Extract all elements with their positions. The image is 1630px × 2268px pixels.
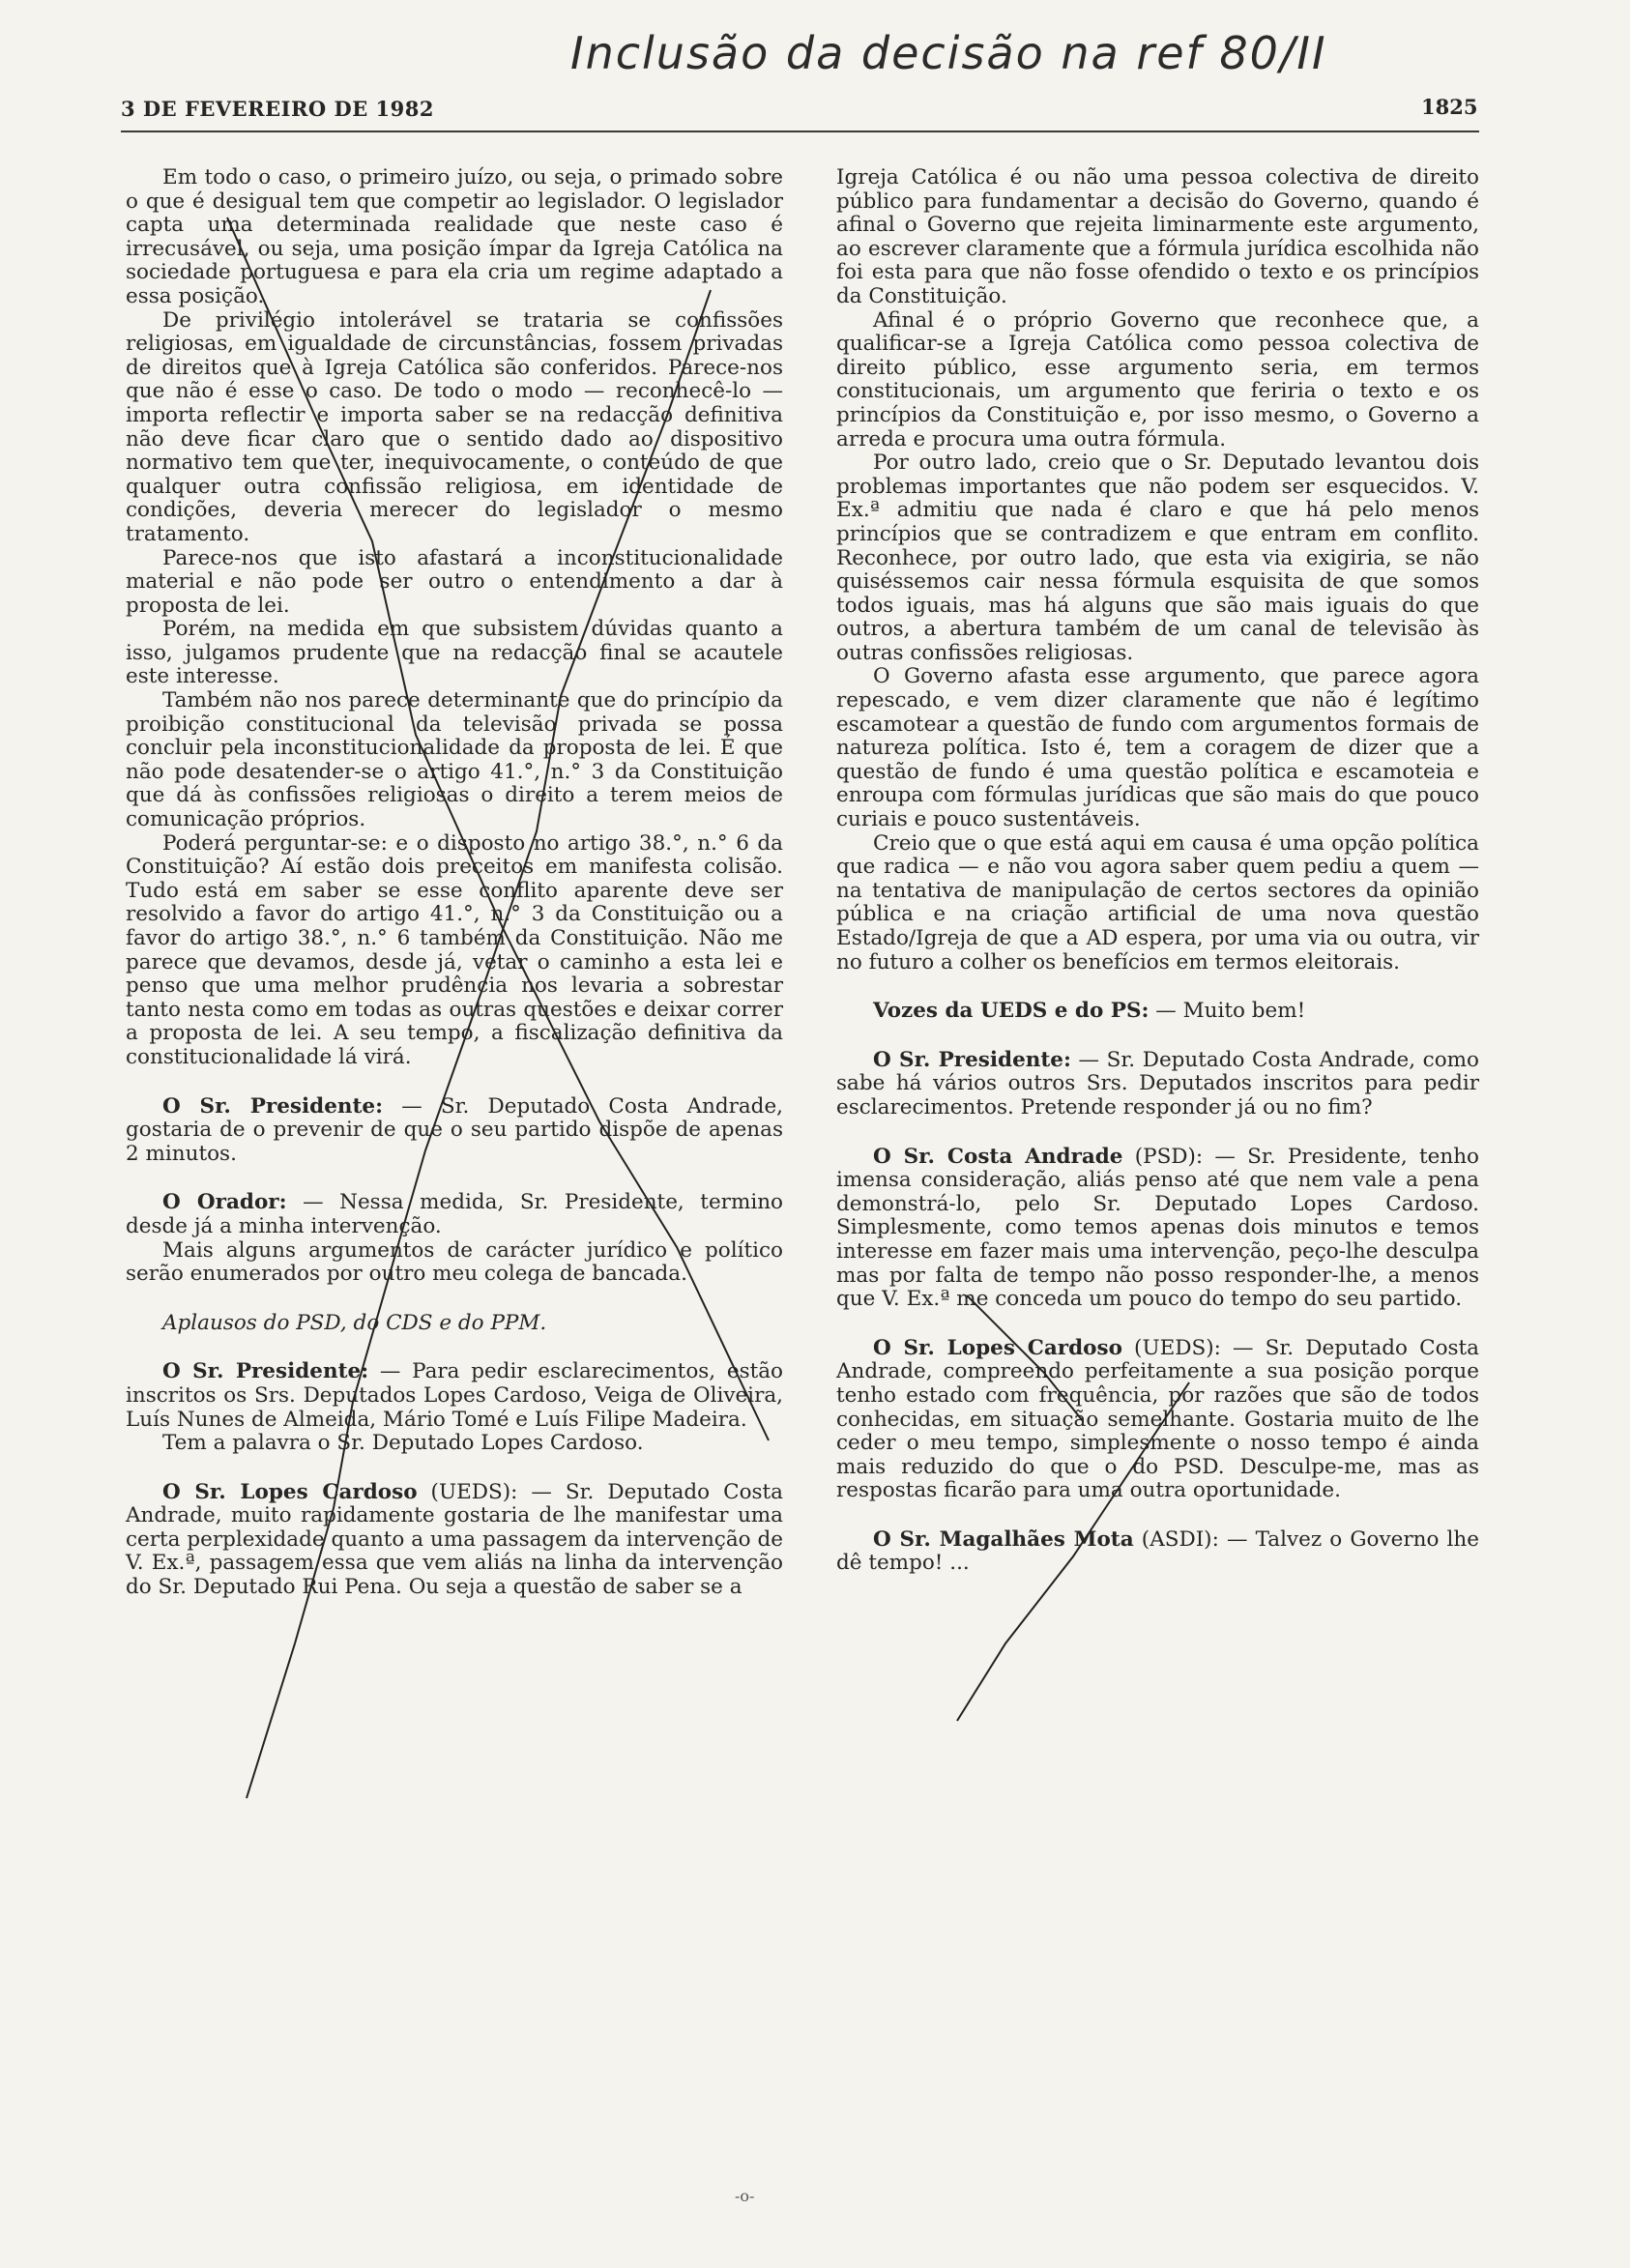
paragraph-text: — Sr. Deputado Costa Andrade, como sabe há vários outros Srs. Deputados inscritos para pedir esclarecimentos. Pretende responder já ou no fim? bbox=[836, 1047, 1479, 1119]
paragraph bbox=[126, 832, 783, 1070]
paragraph-text: — Nessa medida, Sr. Presidente, termino desde já a minha intervenção. bbox=[126, 1190, 783, 1238]
speaker-name: O Sr. Magalhães Mota bbox=[873, 1527, 1134, 1552]
speaker-name: O Sr. Presidente: bbox=[162, 1093, 384, 1119]
paragraph bbox=[126, 1312, 783, 1336]
paragraph-text: (PSD): — Sr. Presidente, tenho imensa consideração, aliás penso até que nem vale a pena demonstrá-lo, pelo Sr. Deputado Lopes Cardoso. Simplesmente, como temos apenas dois minutos e temos interesse em fazer mais uma intervenção, peço-lhe desculpa mas por falta de tempo não posso responder-lhe, a menos que V. Ex.ª me conceda um pouco do tempo do seu partido. bbox=[836, 1144, 1479, 1312]
paragraph bbox=[836, 1528, 1479, 1576]
paragraph bbox=[836, 309, 1479, 452]
speaker-name: O Sr. Presidente: bbox=[873, 1047, 1071, 1072]
header-rule bbox=[121, 131, 1479, 132]
page-date: 3 DE FEVEREIRO DE 1982 bbox=[121, 97, 434, 121]
paragraph bbox=[126, 166, 783, 309]
paragraph bbox=[126, 1191, 783, 1238]
paragraph-text: Em todo o caso, o primeiro juízo, ou seja, o primado sobre o que é desigual tem que competir ao legislador. O legislador capta uma determinada realidade que neste caso é irrecusável, ou seja, uma posição ímpar da Igreja Católica na sociedade portuguesa e para ela cria um regime adaptado a essa posição. bbox=[126, 165, 783, 308]
paragraph bbox=[836, 451, 1479, 665]
paragraph bbox=[126, 547, 783, 619]
footer-mark: -o- bbox=[735, 2187, 755, 2205]
paragraph bbox=[126, 1481, 783, 1600]
paragraph-text: — Sr. Deputado Costa Andrade, gostaria de o prevenir de que o seu partido dispõe de apenas 2 minutos. bbox=[126, 1093, 784, 1166]
paragraph-text: Porém, na medida em que subsistem dúvidas quanto a isso, julgamos prudente que na redacção final se acautele este interesse. bbox=[126, 617, 783, 689]
paragraph bbox=[126, 1095, 783, 1167]
speaker-name: O Sr. Lopes Cardoso bbox=[162, 1479, 418, 1504]
paragraph bbox=[836, 1000, 1479, 1024]
paragraph bbox=[126, 618, 783, 689]
paragraph-text: Parece-nos que isto afastará a inconstitucionalidade material e não pode ser outro o entendimento a dar à proposta de lei. bbox=[126, 545, 783, 618]
paragraph-text: (ASDI): — Talvez o Governo lhe dê tempo! ... bbox=[836, 1527, 1479, 1576]
speaker-name: O Sr. Lopes Cardoso bbox=[873, 1335, 1122, 1360]
paragraph-text: Afinal é o próprio Governo que reconhece que, a qualificar-se a Igreja Católica como pessoa colectiva de direito público, esse argumento seria, em termos constitucionais, um argumento que feriria o texto e os princípios da Constituição e, por isso mesmo, o Governo a arreda e procura uma outra fórmula. bbox=[836, 307, 1479, 451]
speaker-name: Vozes da UEDS e do PS: bbox=[873, 999, 1150, 1024]
paragraph-text: O Governo afasta esse argumento, que parece agora repescado, e vem dizer claramente que não é legítimo escamotear a questão de fundo com argumentos formais de natureza política. Isto é, tem a coragem de dizer que a questão de fundo é uma questão política e escamoteia e enroupa com fórmulas jurídicas que são mais do que pouco curiais e pouco sustentáveis. bbox=[836, 664, 1479, 832]
paragraph bbox=[836, 665, 1479, 831]
paragraph-text: Mais alguns argumentos de carácter jurídico e político serão enumerados por outro meu colega de bancada. bbox=[126, 1237, 783, 1287]
paragraph bbox=[836, 832, 1479, 975]
paragraph bbox=[126, 1432, 783, 1456]
paragraph bbox=[126, 1239, 783, 1287]
paragraph bbox=[836, 1049, 1479, 1120]
speaker-name: O Orador: bbox=[162, 1190, 287, 1215]
paragraph-text: — Muito bem! bbox=[1149, 999, 1306, 1024]
paragraph bbox=[126, 689, 783, 832]
paragraph-text: Poderá perguntar-se: e o disposto no artigo 38.°, n.° 6 da Constituição? Aí estão dois preceitos em manifesta colisão. Tudo está em saber se esse conflito aparente deve ser resolvido a favor do artigo 41.°, n.° 3 da Constituição ou a favor do artigo 38.°, n.° 6 também da Constituição. Não me parece que devamos, desde já, vetar o caminho a esta lei e penso que uma melhor prudência nos levaria a sobrestar tanto nesta como em todas as outras questões e deixar correr a proposta de lei. A seu tempo, a fiscalização definitiva da constitucionalidade lá virá. bbox=[126, 830, 783, 1069]
speaker-name: O Sr. Costa Andrade bbox=[873, 1144, 1123, 1169]
paragraph bbox=[836, 1337, 1479, 1503]
paragraph-text: Também não nos parece determinante que do princípio da proibição constitucional da televisão privada se possa concluir pela inconstitucionalidade da proposta de lei. É que não pode desatender-se o artigo 41.°, n.° 3 da Constituição que dá às confissões religiosas o direito a terem meios de comunicação próprios. bbox=[126, 688, 783, 832]
paragraph bbox=[126, 1360, 783, 1432]
stage-direction: Aplausos do PSD, do CDS e do PPM. bbox=[162, 1310, 547, 1335]
handwritten-annotation: Inclusão da decisão na ref 80/II bbox=[570, 27, 1327, 79]
paragraph bbox=[126, 309, 783, 547]
paragraph-text: (UEDS): — Sr. Deputado Costa Andrade, muito rapidamente gostaria de lhe manifestar uma certa perplexidade quanto a uma passagem da intervenção de V. Ex.ª, passagem essa que vem aliás na linha da intervenção do Sr. Deputado Rui Pena. Ou seja a questão de saber se a bbox=[126, 1479, 783, 1600]
paragraph-text: Tem a palavra o Sr. Deputado Lopes Cardoso. bbox=[162, 1431, 644, 1456]
right-column bbox=[836, 166, 1479, 1576]
paragraph bbox=[836, 166, 1479, 309]
paragraph-text: (UEDS): — Sr. Deputado Costa Andrade, compreendo perfeitamente a sua posição porque tenho estado com frequência, por razões que são de todos conhecidas, em situação semelhante. Gostaria muito de lhe ceder o meu tempo, simplesmente o nosso tempo é ainda mais reduzido do que o do PSD. Desculpe-me, mas as respostas ficarão para uma outra oportunidade. bbox=[836, 1335, 1479, 1503]
paragraph-text: Igreja Católica é ou não uma pessoa colectiva de direito público para fundamentar a decisão do Governo, quando é afinal o Governo que rejeita liminarmente este argumento, ao escrever claramente que a fórmula jurídica escolhida não foi esta para que não fosse ofendido o texto e os princípios da Constituição. bbox=[836, 165, 1479, 308]
page-number: 1825 bbox=[1421, 95, 1478, 119]
paragraph-text: De privilégio intolerável se trataria se confissões religiosas, em igualdade de circunstâncias, fossem privadas de direitos que à Igreja Católica são conferidos. Parece-nos que não é esse o caso. De todo o modo — reconhecê-lo — importa reflectir e importa saber se na redacção definitiva não deve ficar claro que o sentido dado ao dispositivo normativo tem que ter, inequivocamente, o conteúdo de que qualquer outra confissão religiosa, em identidade de condições, deveria merecer do legislador o mesmo tratamento. bbox=[126, 307, 783, 546]
paragraph-text: Por outro lado, creio que o Sr. Deputado levantou dois problemas importantes que não podem ser esquecidos. V. Ex.ª admitiu que nada é claro e que há pelo menos princípios que se contradizem e que entram em conflito. Reconhece, por outro lado, que esta via exigiria, se não quiséssemos cair nessa fórmula esquisita de que somos todos iguais, mas há alguns que são mais iguais do que outros, a abertura também de um canal de televisão às outras confissões religiosas. bbox=[836, 451, 1479, 665]
paragraph-text: Creio que o que está aqui em causa é uma opção política que radica — e não vou agora saber quem pediu a quem — na tentativa de manipulação de certos sectores da opinião pública e na criação artificial de uma nova questão Estado/Igreja de que a AD espera, por uma via ou outra, vir no futuro a colher os benefícios em termos eleitorais. bbox=[836, 830, 1479, 974]
speaker-name: O Sr. Presidente: bbox=[162, 1359, 369, 1384]
left-column bbox=[126, 166, 783, 1600]
paragraph bbox=[836, 1146, 1479, 1312]
paragraph-text: — Para pedir esclarecimentos, estão inscritos os Srs. Deputados Lopes Cardoso, Veiga de Oliveira, Luís Nunes de Almeida, Mário Tomé e Luís Filipe Madeira. bbox=[126, 1359, 783, 1432]
